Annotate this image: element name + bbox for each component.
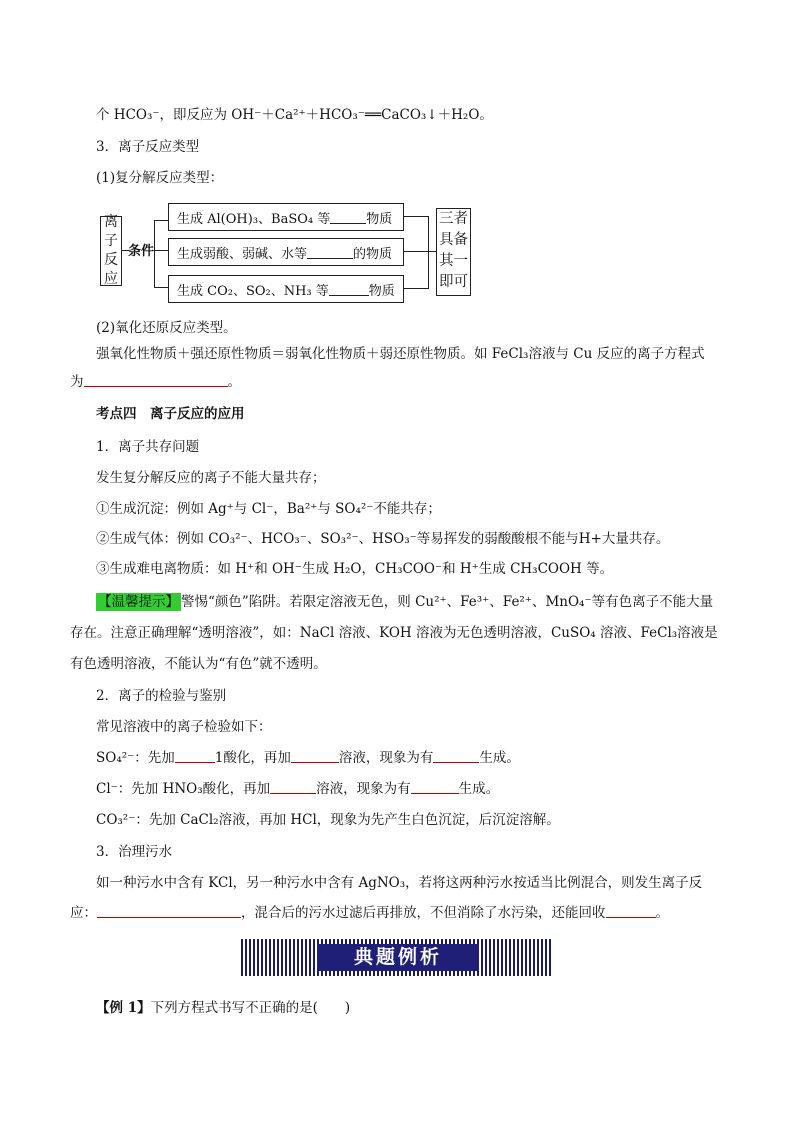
condition-row: 生成 Al(OH)₃、BaSO₄ 等 物质 — [168, 203, 404, 231]
condition-label: 条件 — [128, 244, 155, 259]
answer-blank[interactable] — [84, 373, 228, 387]
answer-blank[interactable] — [411, 780, 459, 794]
text-line: 应： ，混合后的污水过滤后再排放，不但消除了水污染，还能回收 。 — [70, 905, 669, 921]
banner-title: 典题例析 — [317, 944, 479, 971]
text-line: 常见溶液中的离子检验如下： — [96, 719, 272, 735]
ion-reaction-label: 离子反应 — [104, 214, 118, 287]
text-line: 为 。 — [70, 374, 241, 390]
answer-blank[interactable] — [291, 749, 339, 763]
section-heading: 3．治理污水 — [96, 844, 173, 860]
text-line: ③生成难电离物质：如 H⁺和 OH⁻生成 H₂O，CH₃COO⁻和 H⁺生成 CH₃COOH 等。 — [96, 561, 614, 577]
topic-heading: 考点四 离子反应的应用 — [96, 406, 245, 422]
text-line: CO₃²⁻：先加 CaCl₂溶液，再加 HCl，现象为先产生白色沉淀，后沉淀溶解。 — [96, 812, 560, 828]
text-line: 发生复分解反应的离子不能大量共存； — [96, 470, 326, 486]
subsection-heading: (1)复分解反应类型： — [96, 170, 224, 186]
text-line: 强氧化性物质＋强还原性物质＝弱氧化性物质＋弱还原性物质。如 FeCl₃溶液与 Cu 反应的离子方程式 — [96, 346, 705, 362]
answer-blank[interactable] — [606, 904, 656, 918]
answer-blank[interactable] — [175, 749, 215, 763]
requirement-label: 三者具备其一即可 — [439, 211, 468, 290]
answer-blank[interactable] — [433, 749, 479, 763]
text-line: 存在。注意正确理解“透明溶液”，如：NaCl 溶液、KOH 溶液为无色透明溶液，CuSO₄ 溶液、FeCl₃溶液是 — [70, 625, 718, 641]
example-question: 【例 1】下列方程式书写不正确的是( ) — [96, 1000, 351, 1016]
section-heading: 3．离子反应类型 — [96, 139, 200, 155]
text-line: SO₄²⁻：先加 1酸化，再加 溶液，现象为有 生成。 — [96, 750, 520, 766]
section-heading: 2．离子的检验与鉴别 — [96, 688, 227, 704]
subsection-heading: (2)氧化还原反应类型。 — [96, 320, 237, 336]
text-line: ①生成沉淀：例如 Ag⁺与 Cl⁻，Ba²⁺与 SO₄²⁻不能共存； — [96, 501, 441, 517]
text-line: 如一种污水中含有 KCl，另一种污水中含有 AgNO₃，若将这两种污水按适当比例混合，则发生离子反 — [96, 875, 703, 891]
condition-row: 生成 CO₂、SO₂、NH₃ 等 物质 — [168, 275, 404, 303]
example-label: 【例 1】 — [96, 1000, 151, 1016]
condition-row: 生成弱酸、弱碱、水等 的物质 — [168, 238, 404, 266]
answer-blank[interactable] — [270, 780, 316, 794]
section-heading: 1．离子共存问题 — [96, 439, 200, 455]
tip-line: 【温馨提示】 警惕“颜色”陷阱。若限定溶液无色，则 Cu²⁺、Fe³⁺、Fe²⁺、MnO₄⁻等有色离子不能大量 — [98, 594, 714, 610]
text-line: 有色透明溶液，不能认为“有色”就不透明。 — [70, 656, 327, 672]
text-line: ②生成气体：例如 CO₃²⁻、HCO₃⁻、SO₃²⁻、HSO₃⁻等易挥发的弱酸酸根不能与H+大量共存。 — [96, 531, 670, 547]
requirement-box — [436, 208, 471, 296]
example-banner — [241, 939, 553, 976]
text-line: Cl⁻：先加 HNO₃酸化，再加 溶液，现象为有 生成。 — [96, 781, 500, 797]
answer-blank[interactable] — [97, 904, 241, 918]
text-line: 个 HCO₃⁻，即反应为 OH⁻＋Ca²⁺＋HCO₃⁻══CaCO₃↓＋H₂O。 — [96, 107, 493, 123]
ion-reaction-box — [100, 216, 122, 286]
tip-label: 【温馨提示】 — [98, 594, 179, 610]
